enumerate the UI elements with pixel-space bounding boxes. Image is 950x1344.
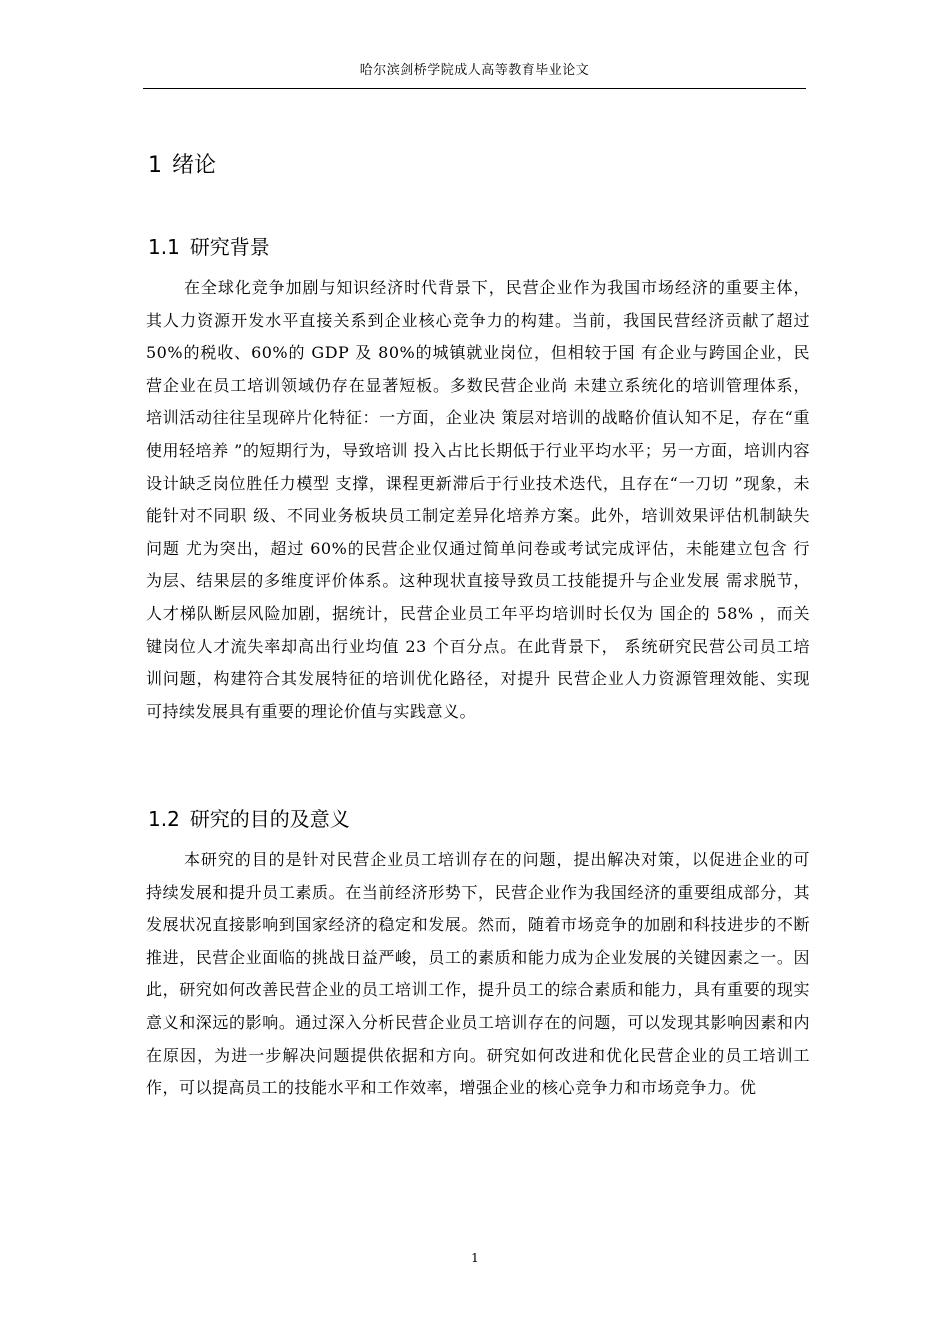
section-number: 1.1 <box>148 235 180 259</box>
chapter-title: 绪论 <box>172 153 217 178</box>
section-heading-1-2 <box>148 804 350 834</box>
section-title: 研究的目的及意义 <box>189 807 350 831</box>
chapter-number: 1 <box>148 153 162 178</box>
section-number: 1.2 <box>148 807 180 831</box>
paragraph-research-purpose: 本研究的目的是针对民营企业员工培训存在的问题，提出解决对策，以促进企业的可持续发展和提升员工素质。在当前经济形势下，民营企业作为我国经济的重要组成部分，其发展状况直接影响到国家经济的稳定和发展。然而，随着市场竞争的加剧和科技进步的不断推进，民营企业面临的挑战日益严峻，员工的素质和能力成为企业发展的关键因素之一。因此，研究如何改善民营企业的员工培训工作，提升员工的综合素质和能力，具有重要的现实意义和深远的影响。通过深入分析民营企业员工培训存在的问题，可以发现其影响因素和内在原因，为进一步解决问题提供依据和方向。研究如何改进和优化民营企业的员工培训工作，可以提高员工的技能水平和工作效率，增强企业的核心竞争力和市场竞争力。优 <box>146 850 810 1098</box>
header-divider <box>143 88 806 89</box>
section-heading-1-1 <box>148 232 270 262</box>
chapter-heading <box>148 150 216 182</box>
page-number: 1 <box>471 1251 479 1265</box>
paragraph-research-background: 在全球化竞争加剧与知识经济时代背景下，民营企业作为我国市场经济的重要主体，其人力资源开发水平直接关系到企业核心竞争力的构建。当前，我国民营经济贡献了超过 50%的税收、60%的 GDP 及 80%的城镇就业岗位，但相较于国 有企业与跨国企业，民营企业在员工培训领域仍存在显著短板。多数民营企业尚 未建立系统化的培训管理体系，培训活动往往呈现碎片化特征：一方面，企业决 策层对培训的战略价值认知不足，存在“重使用轻培养 ”的短期行为，导致培训 投入占比长期低于行业平均水平；另一方面，培训内容设计缺乏岗位胜任力模型 支撑，课程更新滞后于行业技术迭代，且存在“一刀切 ”现象，未能针对不同职 级、不同业务板块员工制定差异化培养方案。此外，培训效果评估机制缺失问题 尤为突出，超过 60%的民营企业仅通过简单问卷或考试完成评估，未能建立包含 行为层、结果层的多维度评价体系。这种现状直接导致员工技能提升与企业发展 需求脱节，人才梯队断层风险加剧，据统计，民营企业员工年平均培训时长仅为 国企的 58% ，而关键岗位人才流失率却高出行业均值 23 个百分点。在此背景下， 系统研究民营公司员工培训问题，构建符合其发展特征的培训优化路径，对提升 民营企业人力资源管理效能、实现可持续发展具有重要的理论价值与实践意义。 <box>146 278 810 721</box>
section-title: 研究背景 <box>189 235 270 259</box>
page-header: 哈尔滨剑桥学院成人高等教育毕业论文 <box>359 63 590 78</box>
